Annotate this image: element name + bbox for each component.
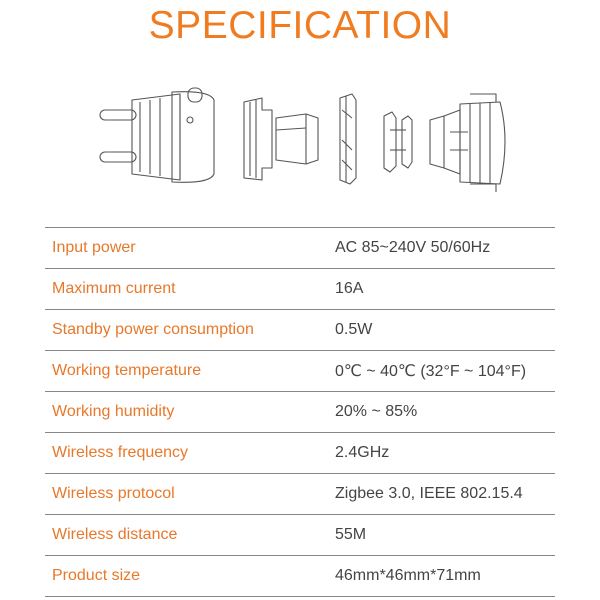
contact-spring-icon: [384, 112, 412, 172]
spec-value: 16A: [327, 269, 555, 310]
table-row: [45, 392, 555, 433]
spec-value: 0.5W: [327, 310, 555, 351]
page-title: SPECIFICATION: [148, 4, 452, 47]
table-row: [45, 433, 555, 474]
table-row: [45, 515, 555, 556]
table-row: [45, 556, 555, 597]
table-row: [45, 474, 555, 515]
spec-label: Input power: [45, 228, 327, 269]
pcb-board-icon: [340, 94, 356, 184]
spec-label: Standby power consumption: [45, 310, 327, 351]
socket-housing-icon: [430, 94, 505, 192]
spec-value: 46mm*46mm*71mm: [327, 556, 555, 597]
table-row: [45, 269, 555, 310]
spec-label: Wireless protocol: [45, 474, 327, 515]
spec-value: 2.4GHz: [327, 433, 555, 474]
plug-pins-icon: [100, 110, 136, 162]
spec-value: AC 85~240V 50/60Hz: [327, 228, 555, 269]
spec-label: Wireless distance: [45, 515, 327, 556]
spec-label: Working humidity: [45, 392, 327, 433]
spec-value: 0℃ ~ 40℃ (32°F ~ 104°F): [327, 351, 555, 392]
spec-value: 20% ~ 85%: [327, 392, 555, 433]
relay-board-icon: [244, 98, 318, 180]
spec-label: Product size: [45, 556, 327, 597]
table-row: [45, 351, 555, 392]
spec-label: Working temperature: [45, 351, 327, 392]
table-row: [45, 228, 555, 269]
spec-label: Wireless frequency: [45, 433, 327, 474]
spec-value: Zigbee 3.0, IEEE 802.15.4: [327, 474, 555, 515]
table-row: [45, 310, 555, 351]
spec-label: Maximum current: [45, 269, 327, 310]
spec-table: [45, 227, 555, 597]
spec-value: 55M: [327, 515, 555, 556]
exploded-plug-diagram: [0, 80, 600, 205]
plug-body-icon: [132, 88, 214, 182]
